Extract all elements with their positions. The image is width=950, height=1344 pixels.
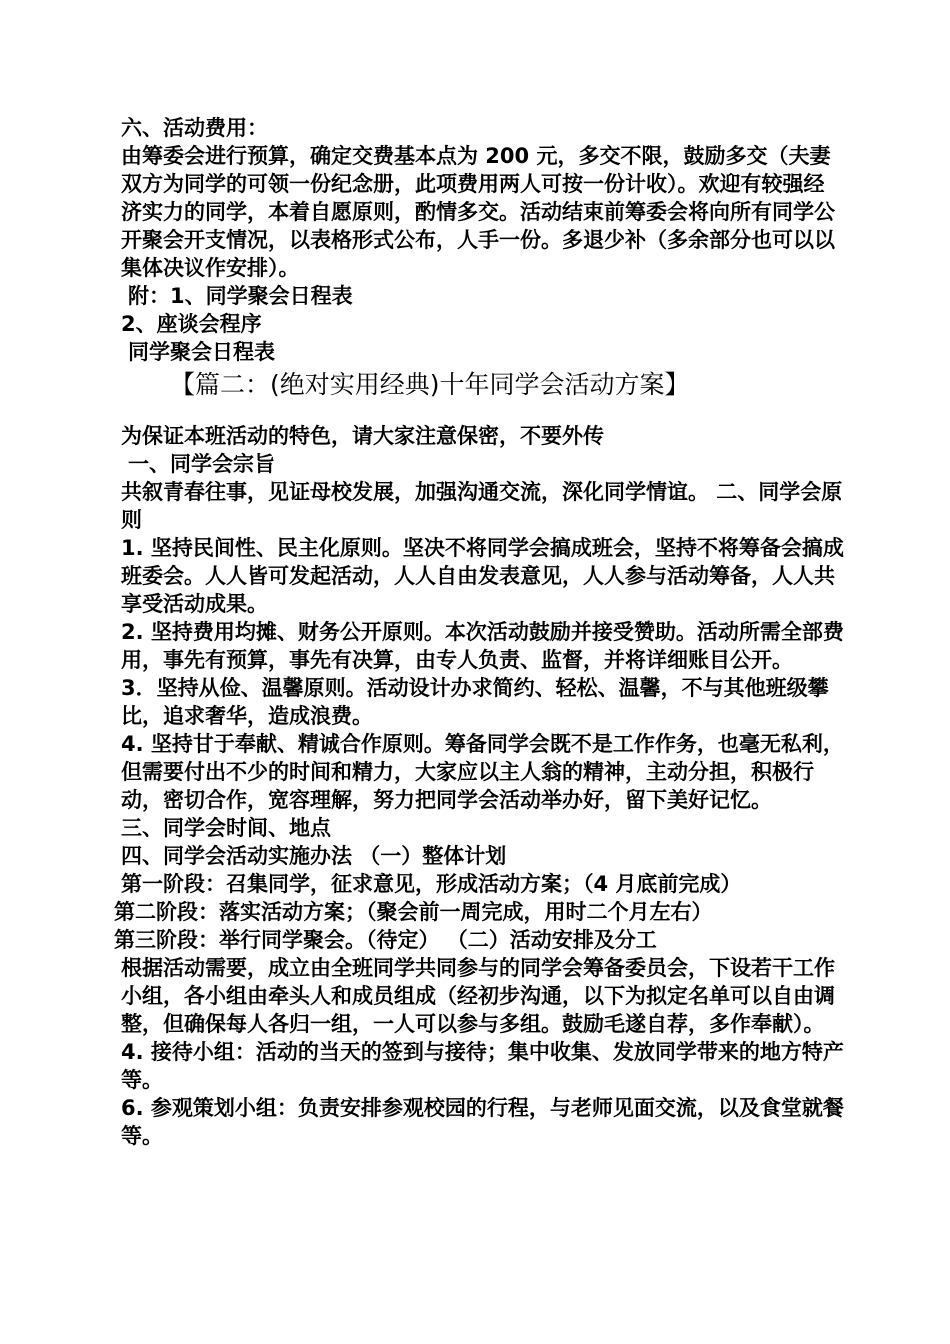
stage-2: 第二阶段：落实活动方案；（聚会前一周完成，用时二个月左右） bbox=[114, 900, 713, 924]
stage-3: 第三阶段：举行同学聚会。（待定） （二）活动安排及分工 bbox=[114, 928, 657, 952]
schedule-title: 同学聚会日程表 bbox=[128, 340, 275, 364]
part2-heading: 【篇二：(绝对实用经典)十年同学会活动方案】 bbox=[170, 370, 690, 399]
section6-body: 由筹委会进行预算，确定交费基本点为 200 元，多交不限，鼓励多交（夫妻双方为同学的可领一份纪念册，此项费用两人可按一份计收）。欢迎有较强经济实力的同学，本着自愿原则，酌情多交。活动结束前筹委会将向所有同学公开聚会开支情况，以表格形式公布，人手一份。多退少补（多余部分也可以以集体决议作安排）。 bbox=[121, 144, 835, 280]
document-page bbox=[114, 114, 844, 1150]
principle-2: 2. 坚持费用均摊、财务公开原则。本次活动鼓励并接受赞助。活动所需全部费用，事先有预算，事先有决算，由专人负责、监督，并将详细账目公开。 bbox=[121, 620, 844, 672]
section4-title: 四、同学会活动实施办法 （一）整体计划 bbox=[121, 844, 507, 868]
appendix-item-1: 附：1、同学聚会日程表 bbox=[128, 284, 353, 308]
appendix-item-2: 2、座谈会程序 bbox=[121, 312, 262, 336]
purpose-title: 一、同学会宗旨 bbox=[128, 452, 275, 476]
group-4-reception: 4. 接待小组：活动的当天的签到与接待；集中收集、发放同学带来的地方特产等。 bbox=[121, 1040, 844, 1092]
group-6-visit-planning: 6. 参观策划小组：负责安排参观校园的行程，与老师见面交流，以及食堂就餐等。 bbox=[121, 1096, 844, 1148]
secret-note: 为保证本班活动的特色，请大家注意保密，不要外传 bbox=[121, 424, 604, 448]
stage-1: 第一阶段：召集同学，征求意见，形成活动方案；（4 月底前完成） bbox=[121, 872, 742, 896]
section3-title: 三、同学会时间、地点 bbox=[121, 816, 331, 840]
purpose-body: 共叙青春往事，见证母校发展，加强沟通交流，深化同学情谊。 二、同学会原则 bbox=[121, 480, 843, 532]
principle-1: 1. 坚持民间性、民主化原则。坚决不将同学会搞成班会，坚持不将筹备会搞成班委会。人人皆可发起活动，人人自由发表意见，人人参与活动筹备，人人共享受活动成果。 bbox=[121, 536, 844, 616]
arrangement-body: 根据活动需要，成立由全班同学共同参与的同学会筹备委员会，下设若干工作小组，各小组由牵头人和成员组成（经初步沟通，以下为拟定名单可以自由调整，但确保每人各归一组，一人可以参与多组。鼓励毛遂自荐，多作奉献）。 bbox=[121, 956, 835, 1036]
principle-3: 3．坚持从俭、温馨原则。活动设计办求简约、轻松、温馨，不与其他班级攀比，追求奢华，造成浪费。 bbox=[121, 676, 829, 728]
principle-4: 4. 坚持甘于奉献、精诚合作原则。筹备同学会既不是工作作务，也毫无私利，但需要付出不少的时间和精力，大家应以主人翁的精神，主动分担，积极行动，密切合作，宽容理解，努力把同学会活动举办好，留下美好记忆。 bbox=[121, 732, 844, 812]
section6-title: 六、活动费用： bbox=[121, 116, 268, 140]
